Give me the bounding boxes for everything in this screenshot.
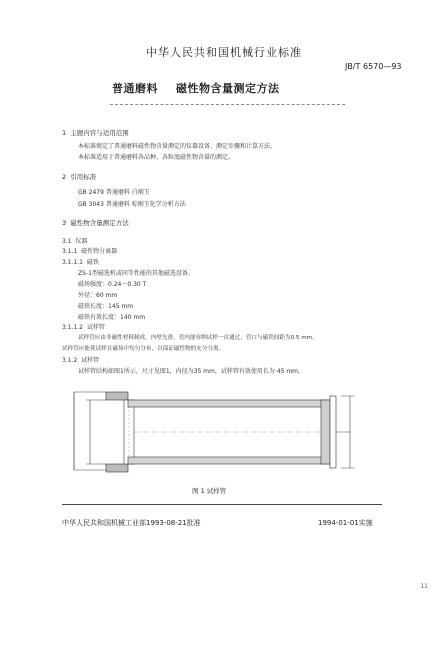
tube-desc-2: 试样管应能使试样在磁场中均匀分布，以保证磁性物的充分分离。 (62, 346, 225, 352)
standard-number: JB/T 6570—93 (345, 62, 402, 71)
document-title (112, 80, 280, 96)
subsection-3-1-1: 3.1.1 磁性物分离器 (62, 248, 118, 255)
subsection-3-1: 3.1 仪器 (62, 238, 88, 245)
section-1-heading: 1 主题内容与适用范围 (62, 129, 129, 137)
document-header: 中华人民共和国机械行业标准 (146, 46, 302, 59)
section-3-heading: 3 磁性物含量测定方法 (62, 219, 129, 227)
right-end-cap (321, 400, 330, 464)
subsection-3-1-1-2: 3.1.1.2 试样管 (62, 324, 105, 331)
tube-wall-bottom (128, 457, 334, 464)
implementation-text: 1994-01-01实施 (318, 519, 373, 527)
magnet-spec-4: 磁铁长度：145 mm (78, 303, 134, 310)
tube-desc-1: 试样管应由非磁性材料制成，内壁光滑，管内能容纳试样一次通过，管口与磁铁间距为0.5 mm。 (78, 335, 318, 341)
magnet-spec-3: 外径：60 mm (78, 292, 118, 299)
figure-caption: 图 1 试样管 (192, 487, 227, 495)
section-1-line-1: 本标准规定了普通磨料磁性物含量测定的仪器设备、测定步骤和计算方法。 (78, 143, 277, 150)
title-divider (110, 104, 345, 105)
title-part2: 磁性物含量测定方法 (176, 82, 280, 95)
footer-rule (62, 504, 382, 505)
tube-wall-top (128, 400, 334, 407)
approval-text: 中华人民共和国机械工业部1993-08-21批准 (62, 519, 201, 527)
title-part1: 普通磨料 (112, 82, 158, 95)
sample-tube-figure (66, 378, 366, 482)
tube-size-desc: 试样管结构如图1所示，尺寸见图1，内径为35 mm，试样管有效使用长为 45 mm。 (78, 368, 305, 375)
magnet-spec-5: 磁铁有效长度：140 mm (78, 314, 146, 321)
section-2-heading: 2 引用标准 (62, 173, 97, 181)
reference-2: GB 3043 普通磨料 棕刚玉化学分析方法 (78, 201, 186, 208)
section-1-line-2: 本标准适用于普通磨料各品种、各粒度磁性物含量的测定。 (78, 154, 235, 161)
reference-1: GB 2479 普通磨料 白刚玉 (78, 189, 150, 196)
left-fitting-top (106, 392, 128, 400)
left-fitting-bottom (106, 464, 128, 472)
subsection-3-1-2: 3.1.2 试样管 (62, 357, 100, 364)
magnet-spec-2: 磁场强度：0.24～0.30 T (78, 281, 147, 288)
subsection-3-1-1-1: 3.1.1.1 磁铁 (62, 259, 99, 266)
page-number: 11 (420, 583, 428, 590)
magnet-spec-1: ZS-1型磁选机或同等性能的其他磁选设备。 (78, 270, 194, 277)
